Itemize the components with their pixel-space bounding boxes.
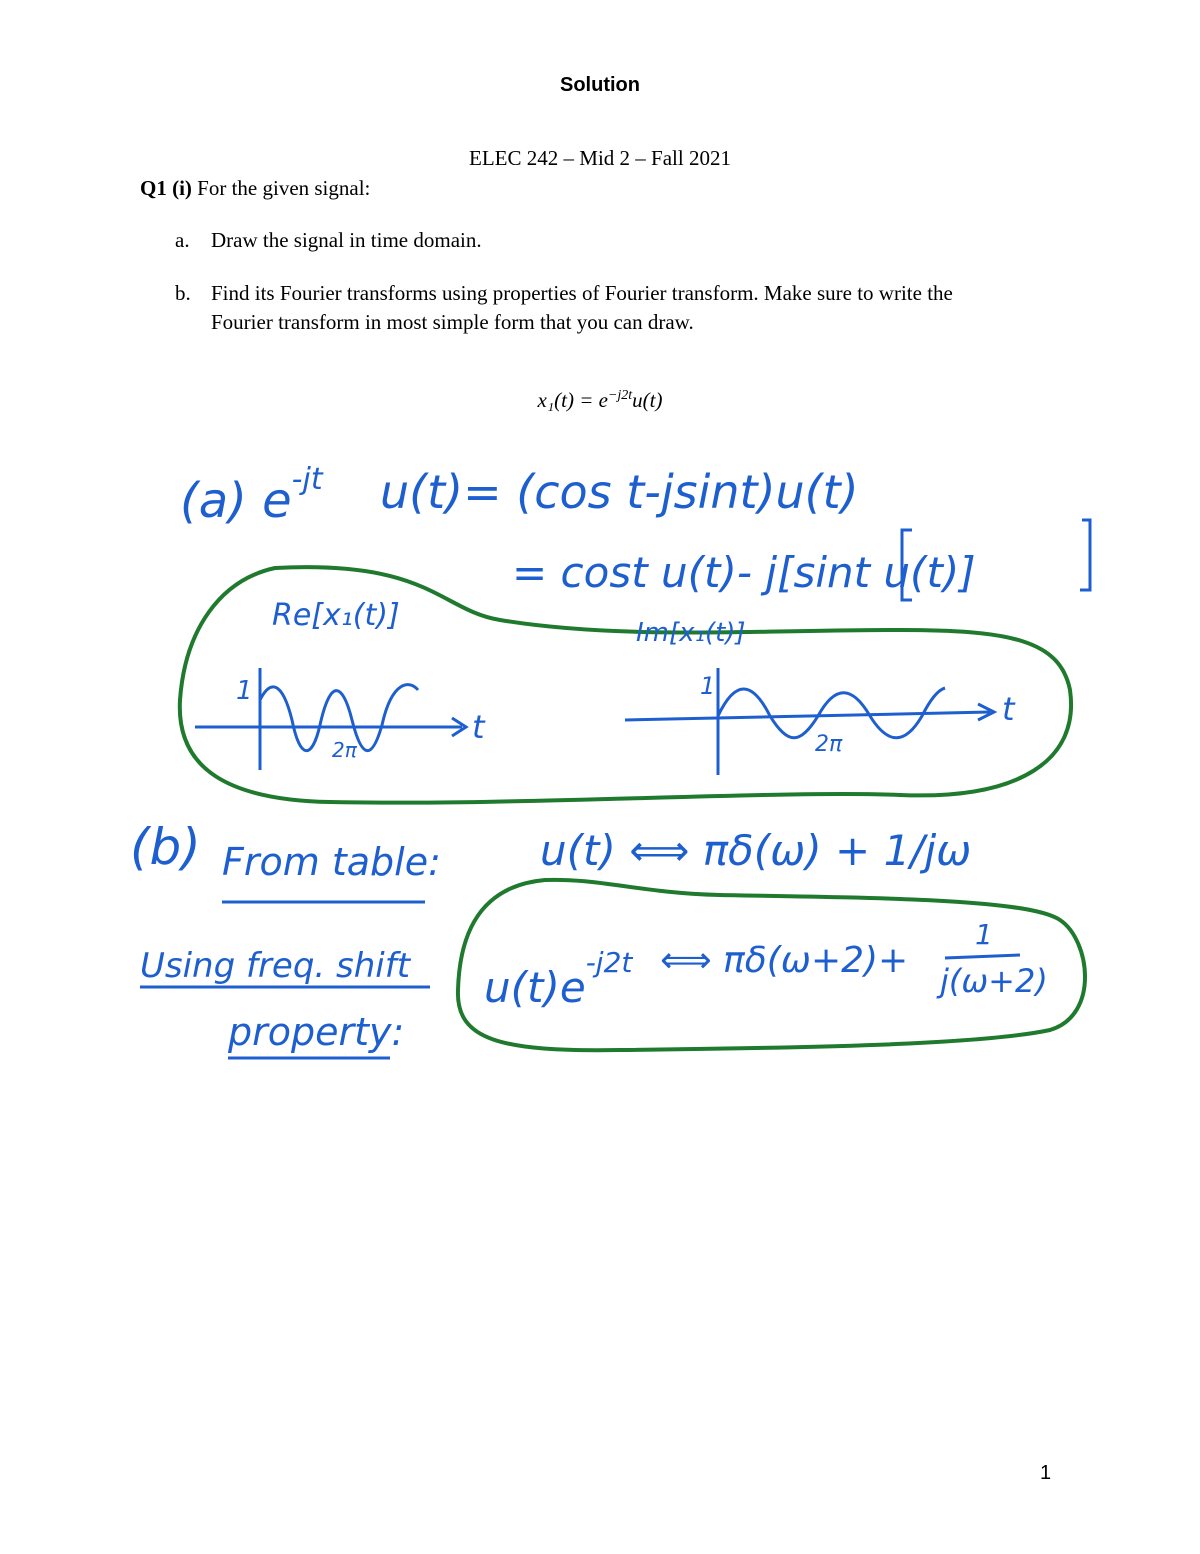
hw-result-exponent: -j2t [585,946,633,979]
hw-part-b-label: (b) [130,818,201,876]
hw-part-a-prefix: (a) e [180,473,292,529]
im-axis-label: t [1002,690,1015,728]
re-axis-label: t [472,708,485,746]
im-plot-label: Im[x₁(t)] [636,618,746,648]
hw-using-property-line2: property: [228,1010,405,1054]
part-a-text: Draw the signal in time domain. [211,228,482,252]
question-prompt: For the given signal: [197,176,371,200]
re-plot-label: Re[x₁(t)] [272,598,400,633]
page-number: 1 [1040,1462,1052,1484]
im-amplitude-label: 1 [700,672,716,700]
equation-lhs: x₁(t) = e [537,388,608,412]
page-title: Solution [560,74,640,96]
hw-part-a-line2: = cost u(t)- j[sint u(t)] [512,548,976,597]
im-time-axis [625,712,990,720]
hw-result-fraction-den: j(ω+2) [940,962,1048,1000]
hw-from-table: From table: [222,840,441,884]
hw-result [484,946,632,1012]
re-period-label: 2π [332,738,357,762]
part-b-marker: b. [175,281,191,305]
hw-result-lhs: u(t)e [484,963,586,1012]
hw-part-a-line1: u(t)= (cos t-jsint)u(t) [380,465,859,519]
equation-exponent: −j2t [607,388,633,403]
part-b-continuation: Fourier transform in most simple form that you can draw. [211,310,694,334]
hw-result-fraction-num: 1 [975,918,993,951]
equation-rhs: u(t) [632,388,663,412]
hw-result-rhs: ⟺ πδ(ω+2)+ [660,940,909,981]
course-header: ELEC 242 – Mid 2 – Fall 2021 [469,146,731,170]
hw-using-property-line1: Using freq. shift [140,946,411,986]
hw-part-a-label [180,462,323,529]
im-period-label: 2π [815,732,843,757]
part-b-text: Find its Fourier transforms using properties of Fourier transform. Make sure to write the [211,281,953,305]
hw-part-a-exponent: -jt [291,462,323,497]
question-label: Q1 (i) [140,176,192,200]
hw-table-pair: u(t) ⟺ πδ(ω) + 1/jω [540,826,972,875]
part-a-marker: a. [175,228,190,252]
re-amplitude-label: 1 [236,676,253,706]
result-fraction-bar [945,955,1020,958]
